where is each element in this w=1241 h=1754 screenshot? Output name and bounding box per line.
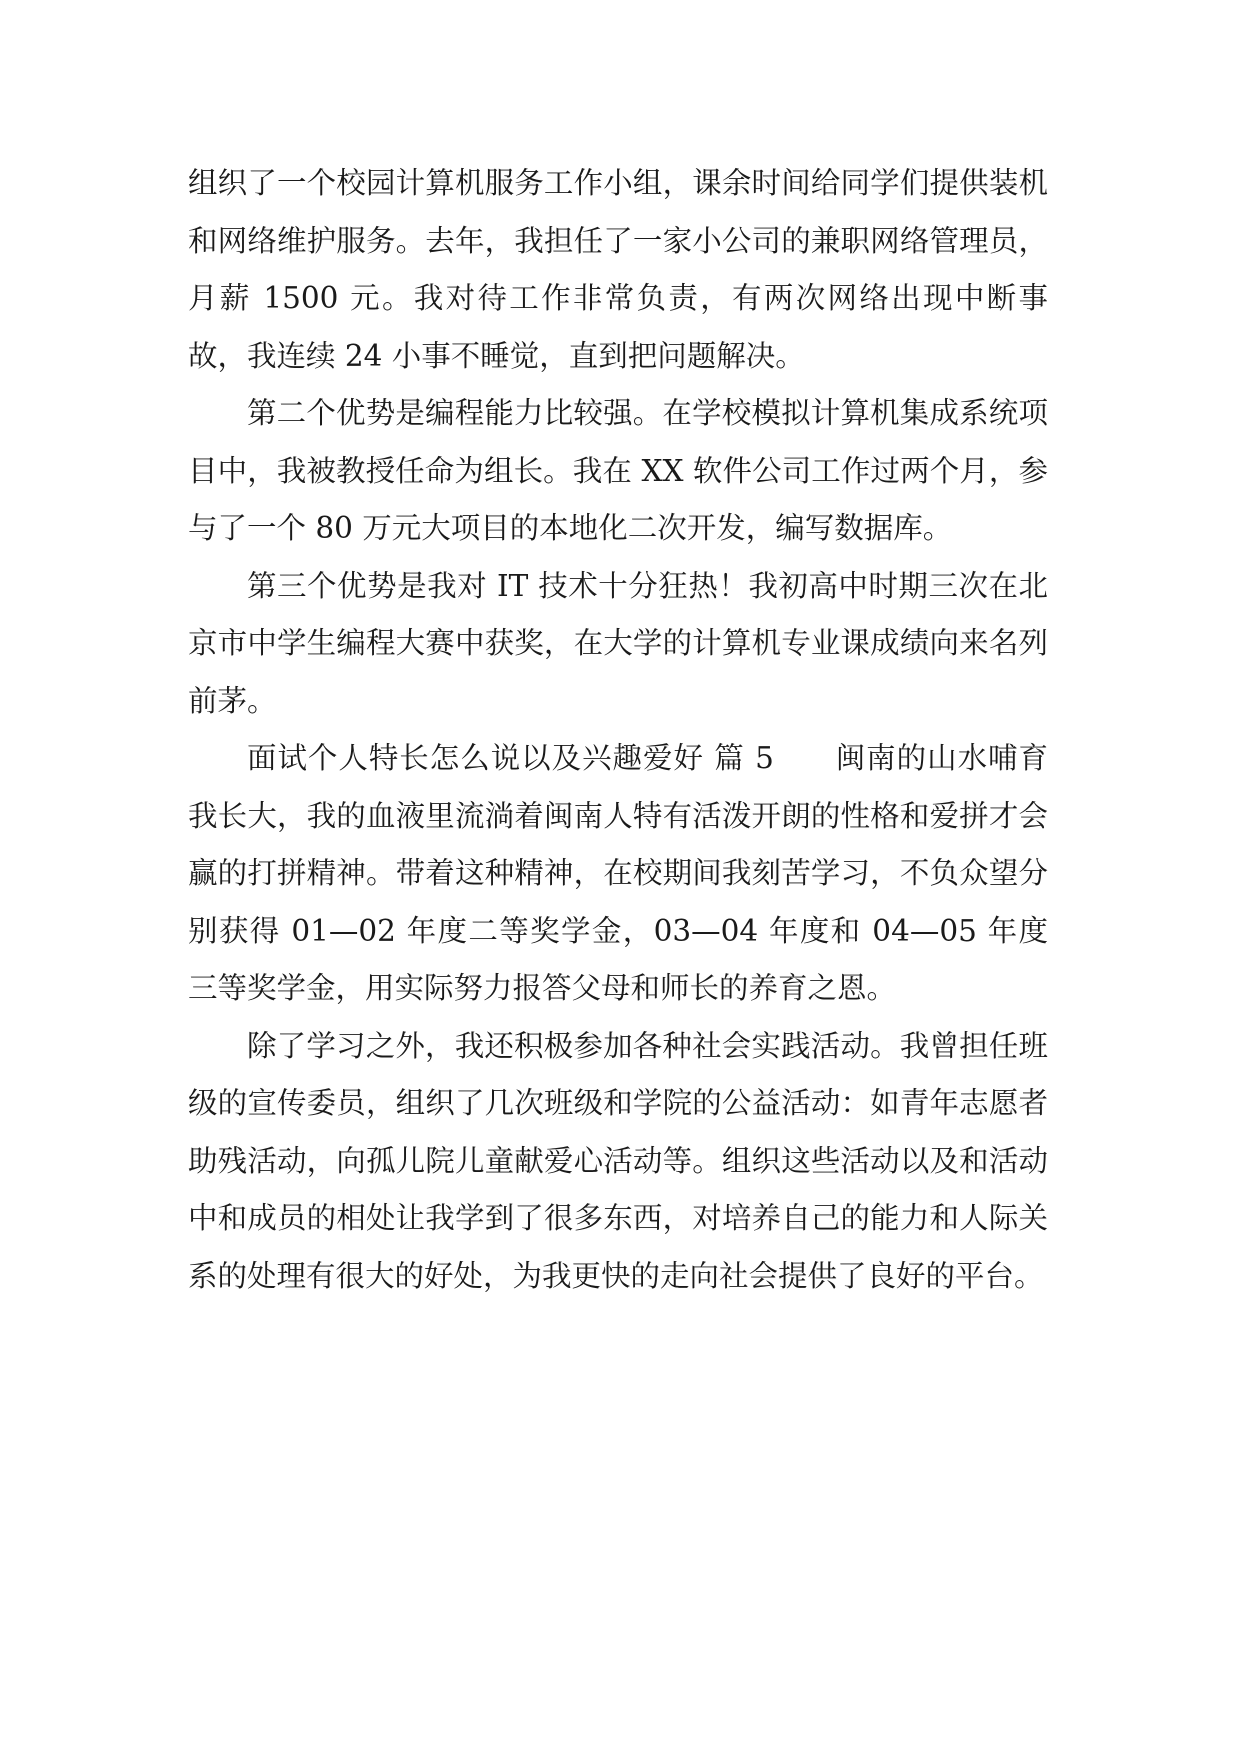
document-body bbox=[188, 155, 1048, 1305]
paragraph-4: 面试个人特长怎么说以及兴趣爱好 篇 5 闽南的山水哺育我长大，我的血液里流淌着闽南人特有活泼开朗的性格和爱拼才会赢的打拼精神。带着这种精神，在校期间我刻苦学习，不负众望分别获得 01—02 年度二等奖学金，03—04 年度和 04—05 年度三等奖学金，用实际努力报答父母和师长的养育之恩。 bbox=[188, 741, 1048, 1005]
paragraph-3: 第三个优势是我对 IT 技术十分狂热！我初高中时期三次在北京市中学生编程大赛中获奖，在大学的计算机专业课成绩向来名列前茅。 bbox=[188, 568, 1048, 718]
paragraph-1: 组织了一个校园计算机服务工作小组，课余时间给同学们提供装机和网络维护服务。去年，我担任了一家小公司的兼职网络管理员，月薪 1500 元。我对待工作非常负责，有两次网络出现中断事故，我连续 24 小事不睡觉，直到把问题解决。 bbox=[188, 166, 1048, 373]
paragraph-5: 除了学习之外，我还积极参加各种社会实践活动。我曾担任班级的宣传委员，组织了几次班级和学院的公益活动：如青年志愿者助残活动，向孤儿院儿童献爱心活动等。组织这些活动以及和活动中和成员的相处让我学到了很多东西，对培养自己的能力和人际关系的处理有很大的好处，为我更快的走向社会提供了良好的平台。 bbox=[188, 1028, 1048, 1293]
paragraph-2: 第二个优势是编程能力比较强。在学校模拟计算机集成系统项目中，我被教授任命为组长。我在 XX 软件公司工作过两个月，参与了一个 80 万元大项目的本地化二次开发，编写数据库。 bbox=[188, 396, 1048, 545]
